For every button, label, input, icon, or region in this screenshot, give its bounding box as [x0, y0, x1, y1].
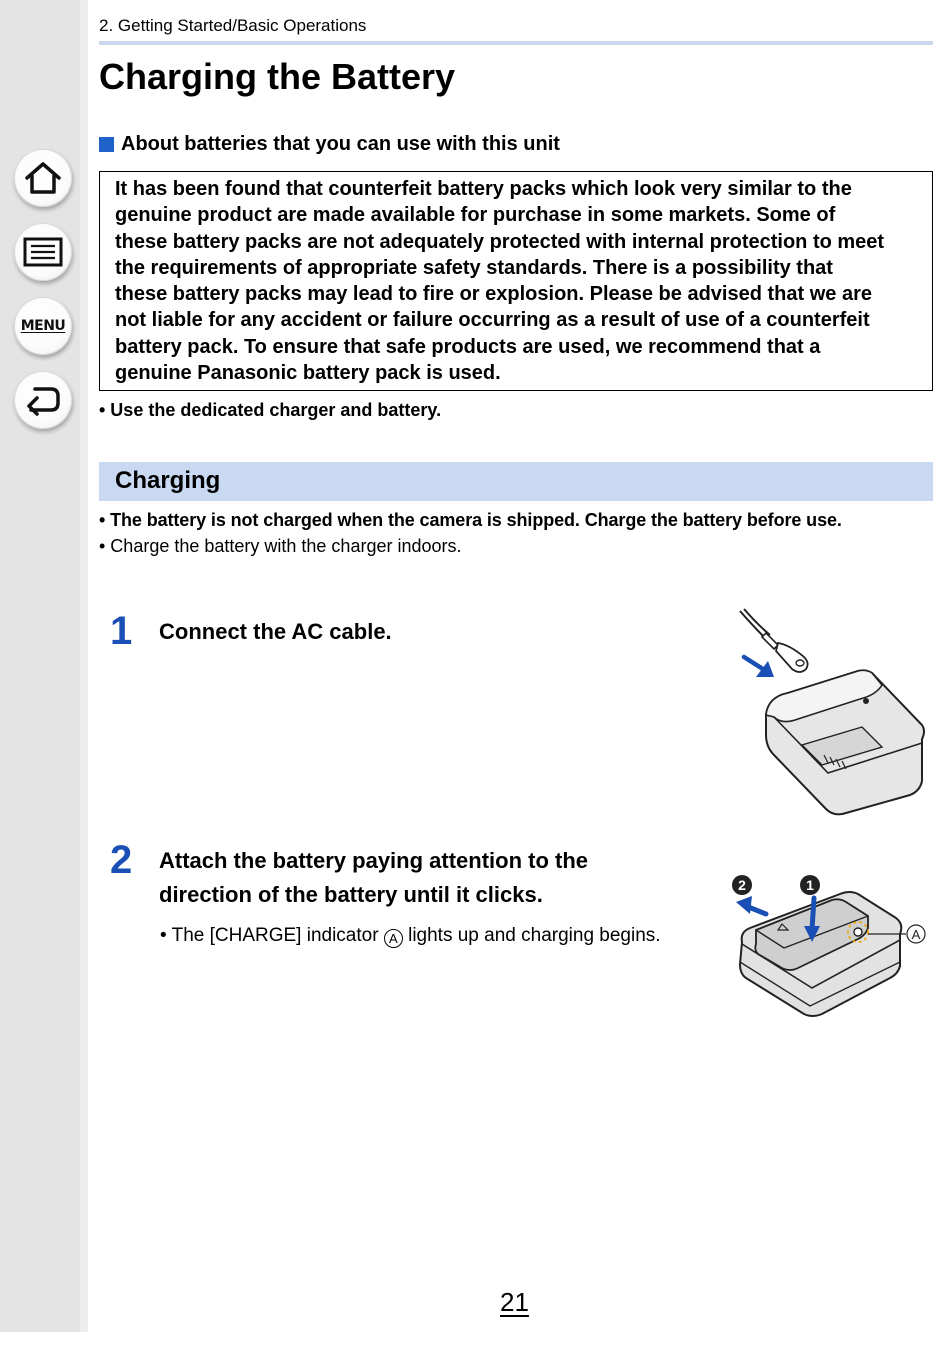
page-title: Charging the Battery: [99, 56, 456, 97]
nav-rail-edge: [80, 0, 88, 1332]
charger-ac-cable-illustration: [732, 605, 932, 820]
step-number: 2: [110, 838, 133, 882]
warning-line: battery pack. To ensure that safe products are used, we recommend that a: [115, 335, 821, 358]
warning-line: these battery packs may lead to fire or explosion. Please be advised that we are: [115, 283, 872, 306]
back-arrow-icon: [23, 383, 63, 417]
back-button[interactable]: [14, 371, 72, 429]
about-heading: [99, 133, 560, 156]
about-heading-text: About batteries that you can use with this unit: [121, 133, 560, 155]
note-prefix: • The [CHARGE] indicator: [160, 925, 379, 946]
section-title: Charging: [115, 467, 221, 494]
warning-line: not liable for any accident or failure occurring as a result of use of a counterfeit: [115, 309, 870, 332]
step-number: 1: [110, 609, 133, 653]
step-instruction: Attach the battery paying attention to the direction of the battery until it clicks.: [159, 848, 589, 907]
charge-indicator-note: [160, 925, 661, 948]
note-suffix: lights up and charging begins.: [408, 925, 661, 946]
warning-text: [115, 176, 918, 386]
battery-attach-illustration: [728, 868, 938, 1028]
square-bullet-icon: [99, 137, 114, 152]
shipped-note: • The battery is not charged when the camera is shipped. Charge the battery before use.: [99, 510, 842, 530]
warning-line: genuine Panasonic battery pack is used.: [115, 362, 501, 385]
list-icon: [23, 237, 63, 267]
marker-a-symbol: A: [384, 929, 403, 948]
header-divider: [99, 41, 933, 45]
marker-2-label: 2: [738, 877, 746, 893]
menu-label: MENU: [20, 318, 66, 334]
charging-section-bar: [99, 462, 933, 501]
warning-line: these battery packs are not adequately protected with internal protection to meet: [115, 230, 885, 253]
dedicated-charger-note: • Use the dedicated charger and battery.: [99, 400, 442, 420]
breadcrumb: 2. Getting Started/Basic Operations: [99, 16, 367, 35]
menu-button[interactable]: [14, 297, 72, 355]
home-icon: [23, 160, 63, 196]
indoors-note: • Charge the battery with the charger indoors.: [99, 536, 462, 556]
marker-a-label: A: [911, 927, 921, 942]
warning-line: genuine product are made available for purchase in some markets. Some of: [115, 204, 836, 227]
counterfeit-warning-box: [99, 171, 933, 391]
warning-line: It has been found that counterfeit battery packs which look very similar to the: [115, 178, 852, 200]
marker-1-label: 1: [806, 877, 814, 893]
warning-line: the requirements of appropriate safety standards. There is a possibility that: [115, 256, 833, 279]
contents-button[interactable]: [14, 223, 72, 281]
step-instruction: Connect the AC cable.: [159, 619, 392, 644]
page-number: 21: [500, 1287, 529, 1317]
home-button[interactable]: [14, 149, 72, 207]
